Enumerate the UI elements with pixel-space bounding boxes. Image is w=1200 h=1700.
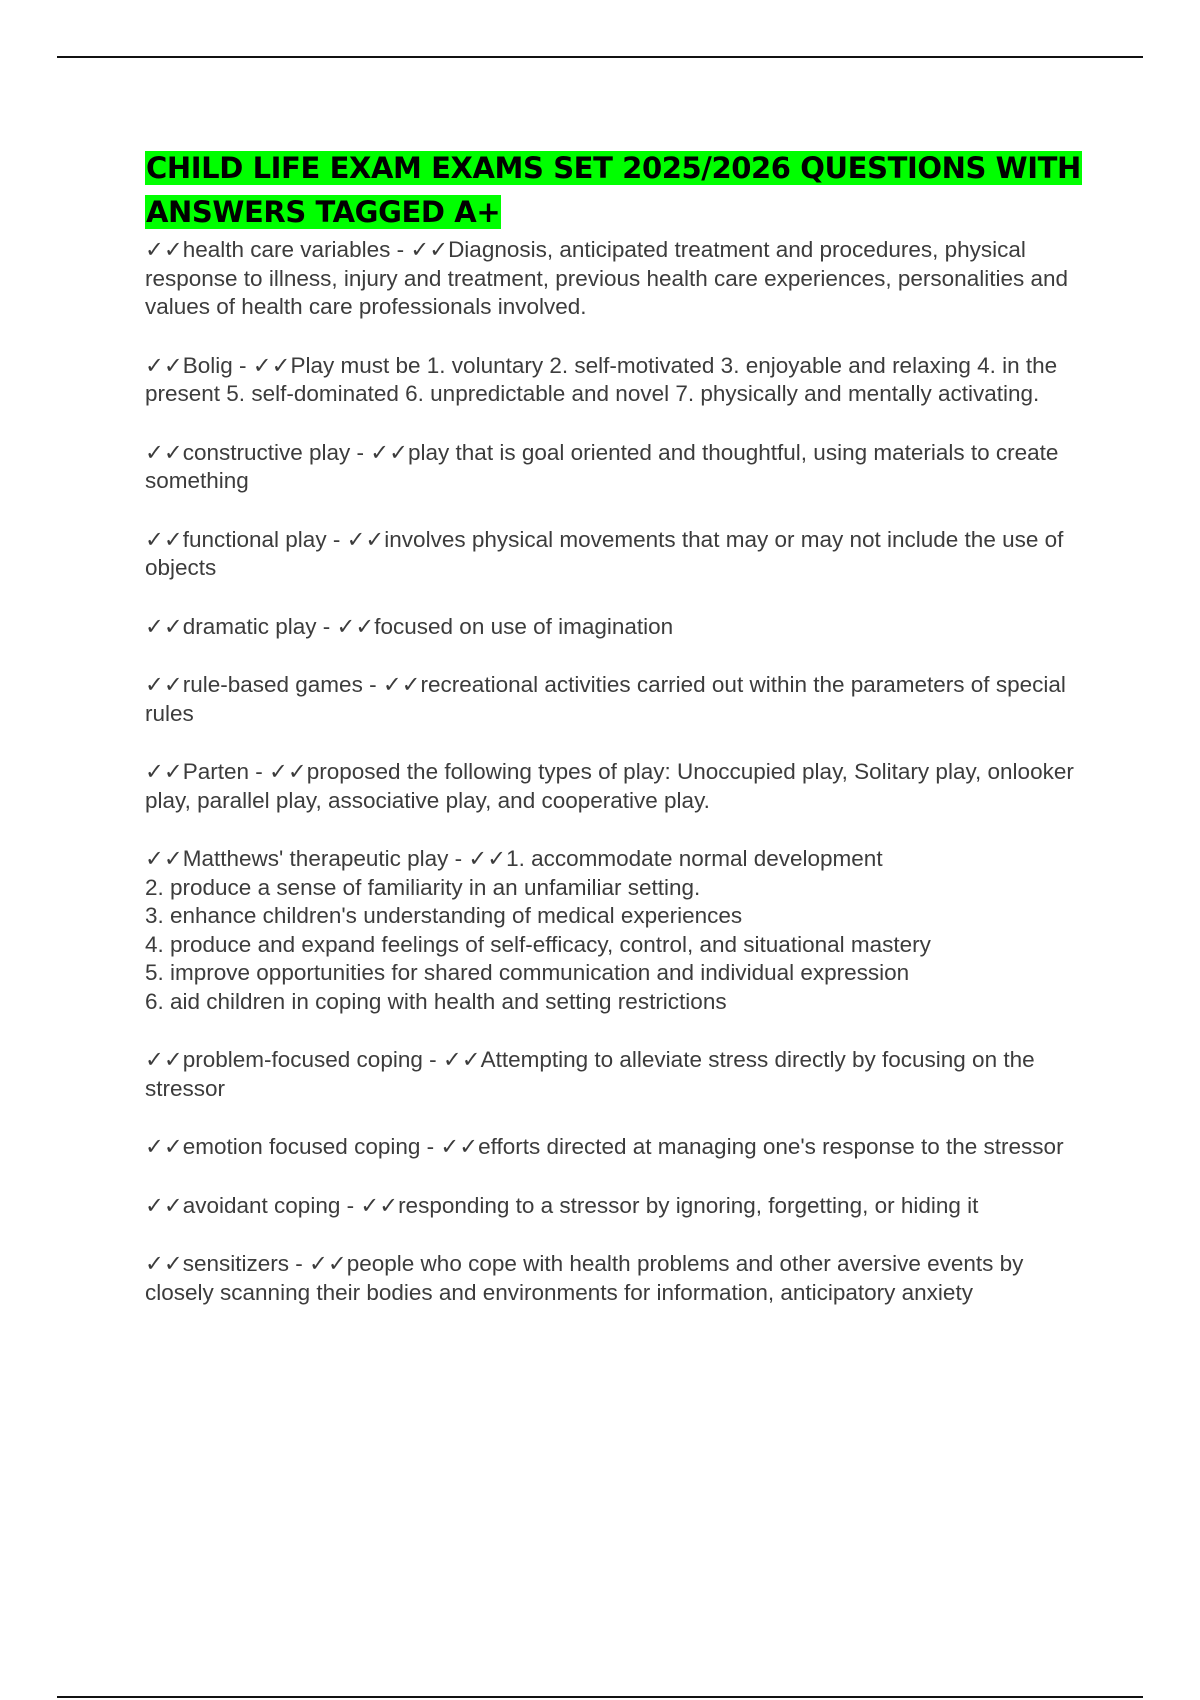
entry-first-line [145,1192,1090,1221]
entry-list-line: 2. produce a sense of familiarity in an unfamiliar setting. [145,874,701,900]
double-check-icon: ✓✓ [309,1251,347,1276]
entry-definition: Attempting to alleviate stress directly by focusing on the stressor [145,1047,1035,1101]
double-check-icon: ✓✓ [145,846,183,871]
entry-list-line: 3. enhance children's understanding of medical experiences [145,903,743,928]
flashcard-entry [145,758,1090,815]
entry-separator: - [316,613,337,639]
flashcard-entry [145,439,1090,496]
double-check-icon: ✓✓ [370,439,409,465]
entry-list-line: 6. aid children in coping with health and setting restrictions [145,988,727,1014]
double-check-icon: ✓✓ [145,237,183,262]
double-check-icon: ✓✓ [145,526,183,552]
flashcard-entry [145,352,1090,409]
double-check-icon: ✓✓ [468,846,507,871]
entry-definition: efforts directed at managing one's response to the stressor [478,1134,1064,1159]
double-check-icon: ✓✓ [145,352,183,378]
flashcard-entry [145,671,1090,728]
entry-term: dramatic play [182,613,317,639]
double-check-icon: ✓✓ [145,1251,183,1276]
double-check-icon: ✓✓ [410,237,449,262]
entry-first-line [145,1046,1090,1103]
double-check-icon: ✓✓ [145,672,183,697]
entry-term: constructive play [182,439,351,465]
entry-separator: - [249,759,270,784]
double-check-icon: ✓✓ [145,613,183,639]
entry-first-line [145,236,1090,322]
flashcard-entry [145,613,1090,642]
entry-term: emotion focused coping [182,1134,421,1159]
document-title [145,146,1090,234]
entry-first-line [145,671,1090,728]
entry-first-line [145,758,1090,815]
entry-separator: - [420,1134,441,1159]
double-check-icon: ✓✓ [145,1047,183,1072]
entry-definition: Play must be 1. voluntary 2. self-motivated 3. enjoyable and relaxing 4. in the present 5. self-dominated 6. unpredictable and novel 7. physically and mentally activating. [145,352,1058,406]
double-check-icon: ✓✓ [252,352,291,378]
double-check-icon: ✓✓ [360,1192,399,1218]
entry-separator: - [340,1192,361,1218]
document-title-text: CHILD LIFE EXAM EXAMS SET 2025/2026 QUESTIONS WITH ANSWERS TAGGED A+ [146,151,1081,229]
flashcard-list [145,236,1090,1307]
double-check-icon: ✓✓ [442,1047,481,1072]
entry-first-line [145,845,1090,874]
entry-term: Bolig [182,352,233,378]
flashcard-entry [145,236,1090,322]
entry-term: functional play [182,526,327,552]
entry-definition: responding to a stressor by ignoring, forgetting, or hiding it [398,1192,979,1218]
entry-first-line [145,1250,1090,1307]
entry-definition: 1. accommodate normal development [506,846,883,871]
entry-separator: - [422,1047,443,1072]
entry-definition: recreational activities carried out within the parameters of special rules [145,672,1066,726]
entry-first-line [145,613,1090,642]
entry-term: avoidant coping [182,1192,341,1218]
entry-separator: - [448,846,469,871]
entry-first-line [145,526,1090,583]
double-check-icon: ✓✓ [440,1134,479,1159]
entry-definition: proposed the following types of play: Unoccupied play, Solitary play, onlooker play, parallel play, associative play, and cooperative play. [145,759,1074,813]
entry-first-line [145,352,1090,409]
entry-term: problem-focused coping [182,1047,423,1072]
entry-term: rule-based games [182,672,363,697]
header-rule [57,56,1143,58]
entry-separator: - [326,526,347,552]
document-body [145,146,1090,1337]
flashcard-entry [145,1046,1090,1103]
flashcard-entry [145,845,1090,1016]
entry-separator: - [390,237,411,262]
entry-separator: - [362,672,383,697]
entry-first-line [145,1133,1090,1162]
entry-term: Parten [182,759,250,784]
entry-definition: Diagnosis, anticipated treatment and procedures, physical response to illness, injury and treatment, previous health care experiences, personalities and values of health care professionals involved. [145,237,1069,319]
flashcard-entry [145,526,1090,583]
entry-separator: - [289,1251,310,1276]
double-check-icon: ✓✓ [145,1134,183,1159]
entry-separator: - [350,439,371,465]
flashcard-entry [145,1250,1090,1307]
entry-term: sensitizers [182,1251,290,1276]
double-check-icon: ✓✓ [336,613,375,639]
double-check-icon: ✓✓ [269,759,307,784]
entry-first-line [145,439,1090,496]
double-check-icon: ✓✓ [145,759,183,784]
double-check-icon: ✓✓ [145,1192,183,1218]
flashcard-entry [145,1133,1090,1162]
flashcard-entry [145,1192,1090,1221]
footer-rule [57,1696,1143,1698]
entry-definition: play that is goal oriented and thoughtful, using materials to create something [145,439,1059,493]
entry-list-line: 4. produce and expand feelings of self-efficacy, control, and situational mastery [145,931,931,957]
entry-list-line: 5. improve opportunities for shared communication and individual expression [145,960,910,985]
entry-definition: involves physical movements that may or may not include the use of objects [145,526,1064,580]
entry-definition: focused on use of imagination [374,613,674,639]
double-check-icon: ✓✓ [346,526,385,552]
double-check-icon: ✓✓ [145,439,183,465]
entry-term: health care variables [182,237,391,262]
double-check-icon: ✓✓ [382,672,421,697]
entry-term: Matthews' therapeutic play [182,846,449,871]
entry-separator: - [232,352,253,378]
entry-definition: people who cope with health problems and other aversive events by closely scanning their bodies and environments for information, anticipatory anxiety [145,1251,1024,1305]
